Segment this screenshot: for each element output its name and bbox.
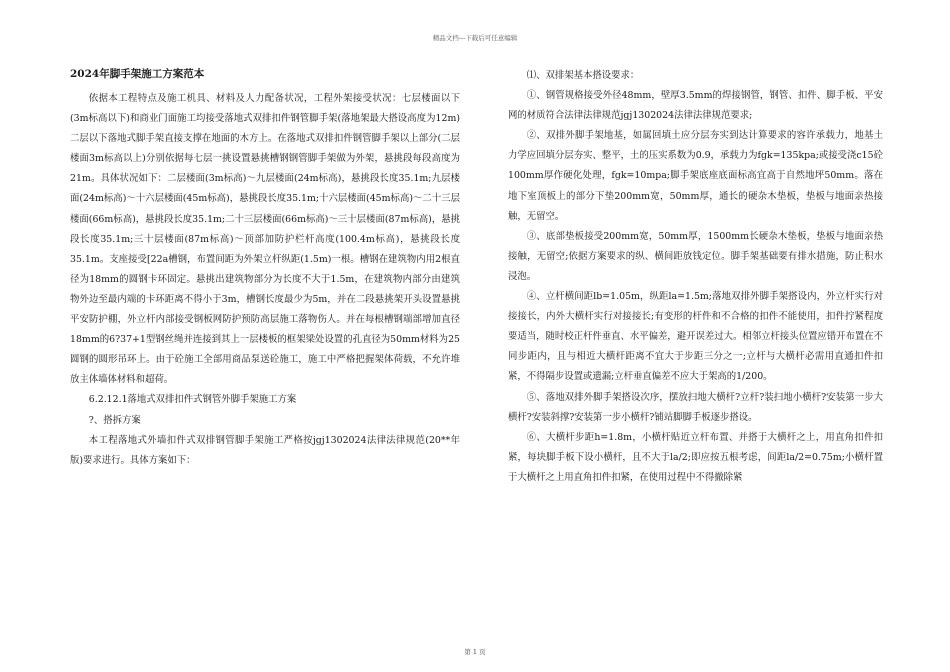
paragraph: ⑤、落地双排外脚手架搭设次序，摆放扫地大横杆?立杆?装扫地小横杆?安装第一步大横杆?安装斜撑?安装第一步小横杆?铺站脚脚手板逐步搭设。 (508, 391, 883, 423)
paragraph: ①、钢管规格接受外径48mm，壁厚3.5mm的焊接钢管，钢管、扣件、脚手板、平安网的材质符合法律法律规范jgj1302024法律法律规范要求; (508, 90, 883, 122)
paragraph: 6.2.12.1落地式双排扣件式钢管外脚手架施工方案 (88, 394, 297, 406)
paragraph: ⑥、大横杆步距h=1.8m，小横杆贴近立杆布置、并搭于大横杆之上，用直角扣件扣紧，每块脚手板下设小横杆，且不大于la/2;即应按五根考虑，间距la/2=0.75m;小横杆置于大横杆之上用直角扣件扣紧，在使用过程中不得撤除紧 (508, 431, 883, 483)
paragraph: ③、底部垫板接受200mm宽，50mm厚，1500mm长硬杂木垫板，垫板与地面亲热接触，无留空;依据方案要求的纵、横间距放钱定位。脚手架基础要有排水措施，防止积水浸泡。 (508, 230, 883, 282)
document-title: 2024年脚手架施工方案范本 (70, 68, 205, 80)
page-number: 第 1 页 (464, 648, 486, 656)
right-column (508, 66, 883, 488)
paragraph: 本工程落地式外墙扣件式双排钢管脚手架施工严格按jgj1302024法律法律规范(20**年版)要求进行。具体方案如下： (70, 434, 460, 466)
paragraph: ④、立杆横间距lb=1.05m，纵距la=1.5m;落地双排外脚手架搭设内，外立杆实行对接接长，内外大横杆实行对接接长;有变形的杆件和不合格的扣件不能使用，扣件拧紧程度要适当，随时校正杆件垂直、水平偏差，避开误差过大。相邻立杆接头位置应错开布置在不同步距内，且与相近大横杆距离不宜大于步距三分之一;立杆与大横杆必需用直通扣件扣紧，不得隔步设置或遗漏;立杆垂直偏差不应大于架高的1/200。 (508, 291, 884, 383)
left-column (70, 66, 460, 471)
paragraph: 依据本工程特点及施工机具、材料及人力配备状况，工程外架接受状况：七层楼面以下(3m标高以下)和商业门面施工均接受落地式双排扣件钢管脚手架(落地架最大搭设高度为12m)二层以下落地式脚手架直接支撑在地面的木方上。在落地式双排扣件钢管脚手架以上部分(二层楼面3m标高以上)分别依据每七层一挑设置悬挑槽钢钢管脚手架做为外架，悬挑段每段高度为21m。具体状况如下：二层楼面(3m标高)～九层楼面(24m标高)，悬挑段长度35.1m;九层楼面(24m标高)～十六层楼面(45m标高)，悬挑段长度35.1m;十六层楼面(45m标高)～二十三层楼面(66m标高)，悬挑段长度35.1m;二十三层楼面(66m标高)～三十层楼面(87m标高)，悬挑段长度35.1m;三十层楼面(87m标高)～顶部加防护栏杆高度(100.4m标高)，悬挑段长度35.1m。支座接受[22a槽钢，布置间距为外架立杆纵距(1.5m)一根。槽钢在建筑物内用2根直径为18mm的圆钢卡环固定。悬挑出建筑物部分为长度不大于1.5m，在建筑物内部分由建筑物外边至最内端的卡环距离不得小于3m，槽钢长度最少为5m，并在二段悬挑架开头设置悬挑平安防护棚，外立杆内部接受钢板网防护预防高层施工落物伤人。并在每根槽钢端部增加直径18mm的6?37+1型钢丝绳并连接到其上一层楼板的框架梁处设置的孔直径为50mm材料为25圆钢的圆形吊环上。由于砼施工全部用商品泵送砼施工，施工中严格把握架体荷载，不允许堆放主体墙体材料和超荷。 (70, 93, 460, 386)
page-header: 精品文档---下载后可任意编辑 (432, 34, 518, 42)
paragraph: ⑴、双排架基本搭设要求： (526, 70, 640, 81)
paragraph: ?、搭拆方案 (88, 414, 141, 426)
paragraph: ②、双排外脚手架地基，如属回填土应分层夯实到达计算要求的容许承载力，地基土力学应回填分层夯实、整平，土的压实系数为0.9，承载力为fgk=135kpa;或接受浇c15砼100mm厚作硬化处理，fgk=10mpa;脚手架底座底面标高宜高于自然地坪50mm。落在地下室顶板上的部分下垫200mm宽，50mm厚，通长的硬杂木垫板，垫板与地面亲热接触，无留空。 (508, 130, 883, 222)
